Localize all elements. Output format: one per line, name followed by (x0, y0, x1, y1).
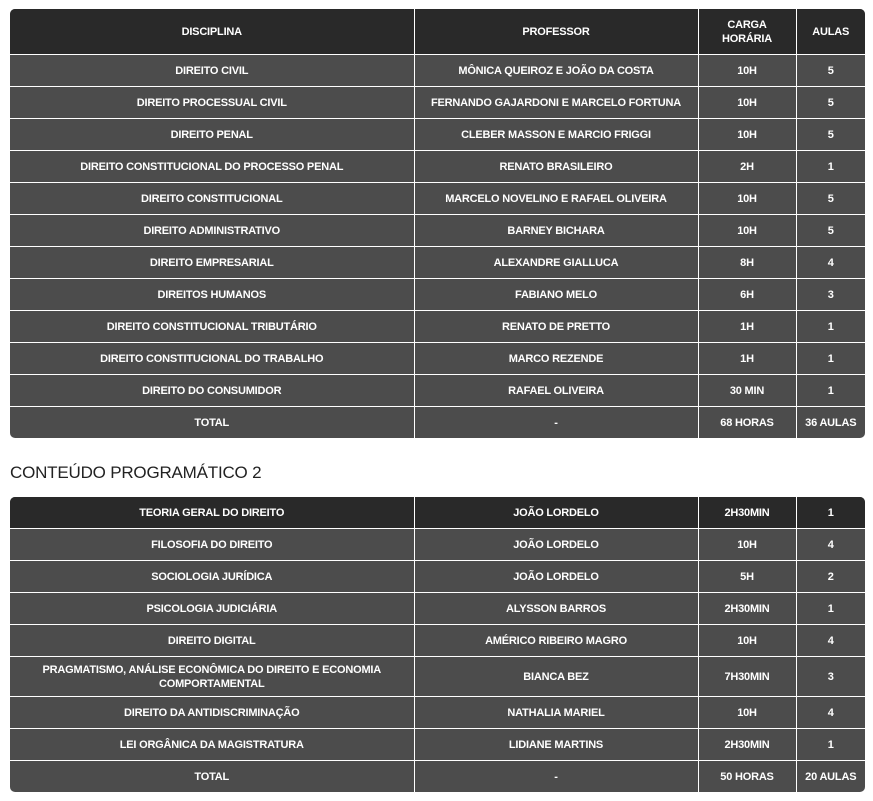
table-row (10, 625, 865, 657)
cell-carga-horaria: 10H (698, 55, 796, 87)
table-row (10, 657, 865, 697)
cell-aulas: 4 (796, 529, 865, 561)
cell-disciplina: SOCIOLOGIA JURÍDICA (10, 561, 414, 593)
cell-disciplina: DIREITOS HUMANOS (10, 279, 414, 311)
table-row (10, 729, 865, 761)
cell-professor: LIDIANE MARTINS (414, 729, 698, 761)
cell-disciplina: DIREITO CIVIL (10, 55, 414, 87)
cell-aulas: 5 (796, 87, 865, 119)
cell-carga-horaria: 10H (698, 625, 796, 657)
cell-carga-horaria: 30 MIN (698, 375, 796, 407)
cell-aulas: 3 (796, 279, 865, 311)
cell-professor: FABIANO MELO (414, 279, 698, 311)
cell-carga-horaria: 10H (698, 87, 796, 119)
cell-carga-horaria: 2H30MIN (698, 729, 796, 761)
cell-aulas: 2 (796, 561, 865, 593)
table-row (10, 55, 865, 87)
cell-professor: JOÃO LORDELO (414, 529, 698, 561)
table-row (10, 561, 865, 593)
header-aulas: AULAS (796, 9, 865, 55)
header-carga-line1: CARGA (727, 18, 767, 31)
cell-disciplina: DIREITO EMPRESARIAL (10, 247, 414, 279)
cell-aulas: 1 (796, 593, 865, 625)
cell-disciplina: DIREITO PROCESSUAL CIVIL (10, 87, 414, 119)
table-total-row (10, 761, 865, 793)
curriculum-table-1 (10, 9, 865, 438)
cell-professor: ALYSSON BARROS (414, 593, 698, 625)
cell-professor: RAFAEL OLIVEIRA (414, 375, 698, 407)
cell-aulas: 5 (796, 215, 865, 247)
table-row (10, 151, 865, 183)
cell-disciplina: DIREITO DIGITAL (10, 625, 414, 657)
cell-carga-horaria: 1H (698, 311, 796, 343)
cell-disciplina: DIREITO DO CONSUMIDOR (10, 375, 414, 407)
cell-disciplina: DIREITO PENAL (10, 119, 414, 151)
cell-professor: MARCO REZENDE (414, 343, 698, 375)
cell-disciplina: FILOSOFIA DO DIREITO (10, 529, 414, 561)
table-row (10, 215, 865, 247)
table-row (10, 697, 865, 729)
cell-aulas: 5 (796, 55, 865, 87)
cell-disciplina: DIREITO ADMINISTRATIVO (10, 215, 414, 247)
cell-disciplina: PSICOLOGIA JUDICIÁRIA (10, 593, 414, 625)
table-row (10, 279, 865, 311)
cell-aulas: 1 (796, 151, 865, 183)
header-disciplina: DISCIPLINA (10, 9, 414, 55)
cell-aulas: 4 (796, 625, 865, 657)
cell-disciplina: DIREITO CONSTITUCIONAL (10, 183, 414, 215)
cell-aulas: 1 (796, 375, 865, 407)
table-row (10, 343, 865, 375)
table-row (10, 183, 865, 215)
cell-carga-horaria: 7H30MIN (698, 657, 796, 697)
total-cell-aulas: 36 AULAS (796, 407, 865, 439)
cell-disciplina: TEORIA GERAL DO DIREITO (10, 497, 414, 529)
cell-professor: BIANCA BEZ (414, 657, 698, 697)
table-row (10, 87, 865, 119)
cell-professor: MARCELO NOVELINO E RAFAEL OLIVEIRA (414, 183, 698, 215)
cell-carga-horaria: 2H30MIN (698, 593, 796, 625)
total-cell-disciplina: TOTAL (10, 407, 414, 439)
table-row (10, 593, 865, 625)
cell-professor: JOÃO LORDELO (414, 497, 698, 529)
cell-carga-horaria: 10H (698, 183, 796, 215)
cell-carga-horaria: 10H (698, 529, 796, 561)
cell-professor: BARNEY BICHARA (414, 215, 698, 247)
cell-aulas: 4 (796, 247, 865, 279)
cell-professor: CLEBER MASSON E MARCIO FRIGGI (414, 119, 698, 151)
header-carga-horaria (698, 9, 796, 55)
cell-professor: RENATO BRASILEIRO (414, 151, 698, 183)
cell-disciplina: DIREITO CONSTITUCIONAL DO PROCESSO PENAL (10, 151, 414, 183)
table-row (10, 311, 865, 343)
cell-aulas: 1 (796, 497, 865, 529)
table-row (10, 375, 865, 407)
cell-carga-horaria: 10H (698, 697, 796, 729)
cell-disciplina: DIREITO DA ANTIDISCRIMINAÇÃO (10, 697, 414, 729)
cell-aulas: 1 (796, 311, 865, 343)
cell-professor: MÔNICA QUEIROZ E JOÃO DA COSTA (414, 55, 698, 87)
cell-carga-horaria: 2H (698, 151, 796, 183)
total-cell-disciplina: TOTAL (10, 761, 414, 793)
total-cell-aulas: 20 AULAS (796, 761, 865, 793)
total-cell-professor: - (414, 761, 698, 793)
table-row (10, 497, 865, 529)
total-cell-carga-horaria: 68 HORAS (698, 407, 796, 439)
cell-disciplina: LEI ORGÂNICA DA MAGISTRATURA (10, 729, 414, 761)
cell-carga-horaria: 6H (698, 279, 796, 311)
cell-aulas: 5 (796, 183, 865, 215)
cell-disciplina: PRAGMATISMO, ANÁLISE ECONÔMICA DO DIREITO E ECONOMIA COMPORTAMENTAL (10, 657, 414, 697)
cell-professor: FERNANDO GAJARDONI E MARCELO FORTUNA (414, 87, 698, 119)
cell-professor: NATHALIA MARIEL (414, 697, 698, 729)
cell-aulas: 5 (796, 119, 865, 151)
total-cell-professor: - (414, 407, 698, 439)
cell-carga-horaria: 1H (698, 343, 796, 375)
cell-aulas: 4 (796, 697, 865, 729)
cell-carga-horaria: 10H (698, 119, 796, 151)
cell-professor: JOÃO LORDELO (414, 561, 698, 593)
cell-carga-horaria: 2H30MIN (698, 497, 796, 529)
cell-carga-horaria: 8H (698, 247, 796, 279)
cell-aulas: 1 (796, 343, 865, 375)
curriculum-table-2 (10, 497, 865, 792)
cell-aulas: 3 (796, 657, 865, 697)
cell-disciplina: DIREITO CONSTITUCIONAL TRIBUTÁRIO (10, 311, 414, 343)
cell-carga-horaria: 10H (698, 215, 796, 247)
table-row (10, 529, 865, 561)
cell-professor: AMÉRICO RIBEIRO MAGRO (414, 625, 698, 657)
cell-professor: RENATO DE PRETTO (414, 311, 698, 343)
cell-carga-horaria: 5H (698, 561, 796, 593)
header-carga-line2: HORÁRIA (722, 32, 772, 45)
header-professor: PROFESSOR (414, 9, 698, 55)
table-row (10, 119, 865, 151)
total-cell-carga-horaria: 50 HORAS (698, 761, 796, 793)
cell-disciplina: DIREITO CONSTITUCIONAL DO TRABALHO (10, 343, 414, 375)
table-header-row (10, 9, 865, 55)
cell-professor: ALEXANDRE GIALLUCA (414, 247, 698, 279)
section-title: CONTEÚDO PROGRAMÁTICO 2 (10, 463, 262, 482)
cell-aulas: 1 (796, 729, 865, 761)
table-row (10, 247, 865, 279)
table-total-row (10, 407, 865, 439)
